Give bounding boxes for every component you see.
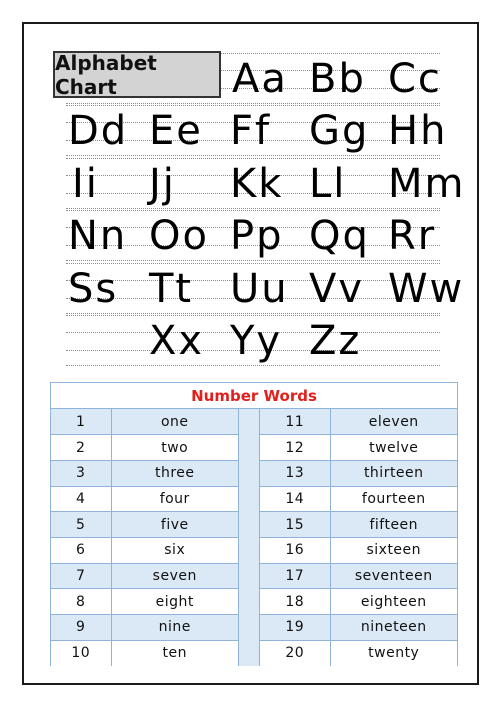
word-cell: sixteen <box>330 537 457 563</box>
letter-pair-n: Nn <box>68 213 128 259</box>
letter-pair-i: Ii <box>72 161 99 207</box>
word-cell: eighteen <box>330 589 457 615</box>
word-cell: two <box>111 435 238 461</box>
number-cell: 2 <box>51 435 111 461</box>
number-cell: 17 <box>260 563 330 589</box>
letter-pair-o: Oo <box>149 213 209 259</box>
word-cell: seven <box>111 563 238 589</box>
word-cell: eight <box>111 589 238 615</box>
column-divider <box>238 409 260 666</box>
letter-pair-e: Ee <box>149 108 203 154</box>
table-row <box>260 563 457 589</box>
table-row <box>260 537 457 563</box>
table-row <box>51 640 238 666</box>
alphabet-chart-title: Alphabet Chart <box>53 51 221 98</box>
word-cell: four <box>111 486 238 512</box>
alphabet-row-4 <box>66 210 440 262</box>
word-cell: one <box>111 409 238 435</box>
letter-pair-p: Pp <box>230 213 284 259</box>
table-row <box>260 615 457 641</box>
number-cell: 9 <box>51 615 111 641</box>
table-row <box>260 409 457 435</box>
number-cell: 5 <box>51 512 111 538</box>
number-cell: 7 <box>51 563 111 589</box>
letter-pair-b: Bb <box>309 56 366 102</box>
table-row <box>260 460 457 486</box>
letter-pair-f: Ff <box>230 108 272 154</box>
word-cell: five <box>111 512 238 538</box>
alphabet-row-6 <box>66 315 440 367</box>
letter-pair-d: Dd <box>68 108 129 154</box>
letter-pair-y: Yy <box>230 318 283 364</box>
word-cell: six <box>111 537 238 563</box>
word-cell: three <box>111 460 238 486</box>
letter-pair-c: Cc <box>388 56 442 102</box>
letter-pair-w: Ww <box>388 266 465 312</box>
table-row <box>51 460 238 486</box>
number-cell: 14 <box>260 486 330 512</box>
word-cell: thirteen <box>330 460 457 486</box>
number-words-left-column <box>51 409 238 666</box>
alphabet-row-5 <box>66 263 465 315</box>
number-cell: 11 <box>260 409 330 435</box>
word-cell: seventeen <box>330 563 457 589</box>
number-cell: 3 <box>51 460 111 486</box>
number-cell: 19 <box>260 615 330 641</box>
number-cell: 10 <box>51 640 111 666</box>
table-row <box>260 512 457 538</box>
letter-pair-k: Kk <box>230 161 284 207</box>
letter-pair-j: Jj <box>149 161 176 207</box>
letter-pair-g: Gg <box>309 108 370 154</box>
number-cell: 13 <box>260 460 330 486</box>
letter-pair-x: Xx <box>149 318 205 364</box>
alphabet-row-3 <box>66 158 466 210</box>
letter-pair-u: Uu <box>230 266 289 312</box>
word-cell: eleven <box>330 409 457 435</box>
letter-pair-v: Vv <box>309 266 365 312</box>
number-words-right-column <box>260 409 457 666</box>
word-cell: twenty <box>330 640 457 666</box>
letter-pair-z: Zz <box>309 318 362 364</box>
table-row <box>260 435 457 461</box>
number-cell: 20 <box>260 640 330 666</box>
word-cell: twelve <box>330 435 457 461</box>
letter-pair-l: Ll <box>309 161 347 207</box>
number-cell: 1 <box>51 409 111 435</box>
letter-pair-t: Tt <box>149 266 194 312</box>
table-row <box>51 512 238 538</box>
word-cell: nine <box>111 615 238 641</box>
word-cell: fifteen <box>330 512 457 538</box>
table-row <box>51 589 238 615</box>
alphabet-row-2 <box>66 105 448 157</box>
number-words-table <box>50 382 458 666</box>
number-cell: 8 <box>51 589 111 615</box>
number-cell: 15 <box>260 512 330 538</box>
letter-pair-q: Qq <box>309 213 370 259</box>
letter-pair-h: Hh <box>388 108 448 154</box>
letter-pair-s: Ss <box>68 266 119 312</box>
word-cell: fourteen <box>330 486 457 512</box>
table-row <box>51 435 238 461</box>
table-row <box>260 589 457 615</box>
number-cell: 6 <box>51 537 111 563</box>
word-cell: nineteen <box>330 615 457 641</box>
table-row <box>51 537 238 563</box>
word-cell: ten <box>111 640 238 666</box>
letter-pair-r: Rr <box>388 213 437 259</box>
letter-pair-a: Aa <box>232 56 288 102</box>
table-row <box>260 486 457 512</box>
table-row <box>51 409 238 435</box>
number-cell: 16 <box>260 537 330 563</box>
number-words-title: Number Words <box>51 383 457 409</box>
number-cell: 12 <box>260 435 330 461</box>
table-row <box>51 615 238 641</box>
table-row <box>51 486 238 512</box>
number-cell: 4 <box>51 486 111 512</box>
letter-pair-m: Mm <box>388 161 466 207</box>
number-cell: 18 <box>260 589 330 615</box>
table-row <box>260 640 457 666</box>
table-row <box>51 563 238 589</box>
